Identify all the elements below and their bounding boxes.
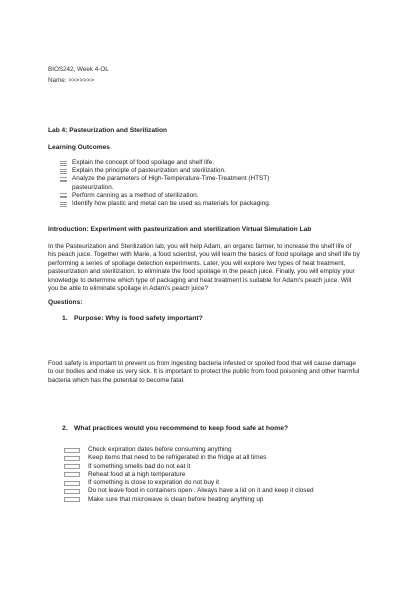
list-item: Keep items that need to be refrigerated in the fridge at all times (64, 454, 364, 462)
list-item: If something is close to expiration do not buy it (64, 479, 364, 487)
question-1-heading (62, 315, 203, 323)
bullet-icon (60, 161, 67, 166)
list-item: Explain the concept of food spoilage and shelf life. (60, 159, 360, 167)
question-1-answer: Food safety is important to prevent us from ingesting bacteria infested or spoiled food that will cause damage to our bodies and make us very sick. It is important to protect the public from food poisoning and other harmful bacteria which has the potential to become fatal. (48, 360, 360, 384)
question-2-answer-list (64, 446, 364, 504)
course-line: BIOS242, Week 4-OL (48, 66, 109, 73)
bullet-icon (60, 177, 67, 182)
lab-title: Lab 4: Pasteurization and Sterilization (48, 127, 168, 134)
question-text: What practices would you recommend to keep food safe at home? (74, 425, 289, 432)
list-item: Perform canning as a method of sterilization. (60, 192, 360, 200)
questions-title: Questions: (48, 299, 83, 306)
checkbox-icon (64, 472, 80, 477)
question-2-heading (62, 425, 288, 433)
bullet-icon (60, 193, 67, 198)
list-item: Do not leave food in containers open . Always have a lid on it and keep it closed (64, 487, 364, 495)
list-item: Analyze the parameters of High-Temperature-Time-Treatment (HTST) pasteurization. (60, 175, 308, 191)
student-name-line: Name: >>>>>>> (48, 77, 95, 84)
checkbox-icon (64, 456, 80, 461)
question-number: 1. (62, 315, 68, 322)
learning-outcomes-title: Learning Outcomes (48, 144, 110, 151)
bullet-icon (60, 169, 67, 174)
list-item: If something smells bad do not eat it (64, 463, 364, 471)
checkbox-icon (64, 497, 80, 502)
learning-outcomes-list (60, 159, 360, 208)
checkbox-icon (64, 489, 80, 494)
list-item: Check expiration dates before consuming anything (64, 446, 364, 454)
list-item: Reheat food at a high temperature (64, 471, 364, 479)
question-number: 2. (62, 425, 68, 432)
bullet-icon (60, 202, 67, 207)
list-item: Identify how plastic and metal can be used as materials for packaging. (60, 200, 360, 208)
introduction-body: In the Pasteurization and Sterilization lab, you will help Adam, an organic farmer, to increase the shelf life of his peach juice. Together with Marie, a food scientist, you will learn the basics of food spoilage and shelf life by performing a series of spoilage detection experiments. Later, you will explore two types of heat treatment, pasteurization and sterilization, to eliminate the food spoilage in the peach juice. Finally, you will employ your knowledge to determine which type of packaging and heat treatment is suitable for Adam's peach juice. Will you be able to eliminate spoilage in Adam's peach juice? (48, 243, 360, 293)
checkbox-icon (64, 464, 80, 469)
checkbox-icon (64, 481, 80, 486)
list-item: Explain the principle of pasteurization and sterilization. (60, 167, 360, 175)
introduction-title: Introduction: Experiment with pasteurization and sterilization Virtual Simulation Lab (48, 226, 312, 233)
list-item: Make sure that microwave is clean before heating anything up (64, 496, 364, 504)
checkbox-icon (64, 448, 80, 453)
question-text: Purpose: Why is food safety important? (74, 315, 203, 322)
